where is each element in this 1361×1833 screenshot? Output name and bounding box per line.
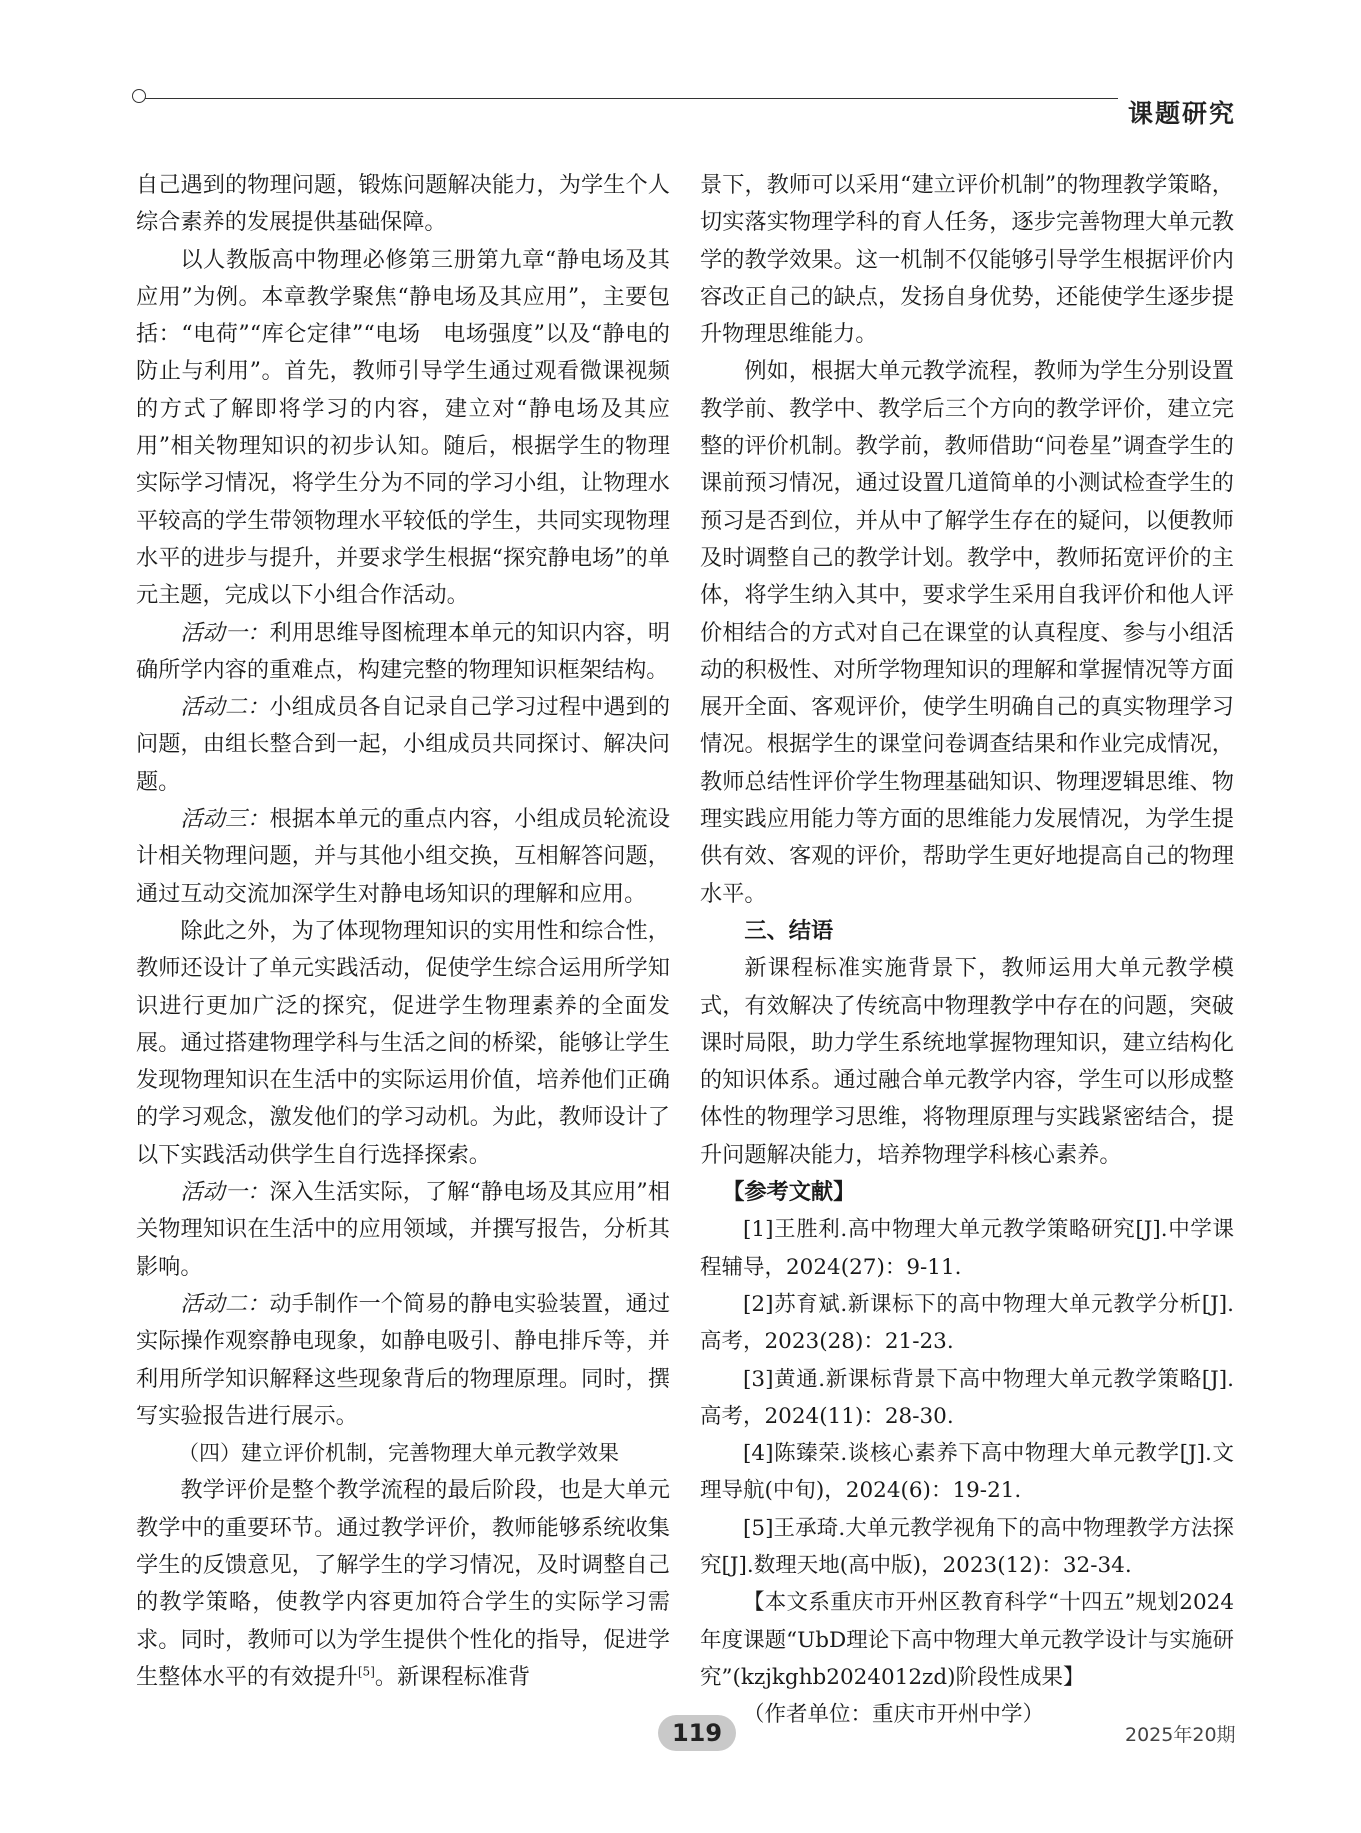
subheading: （四）建立评价机制，完善物理大单元教学效果 — [178, 1441, 619, 1466]
conclusion-heading: 三、结语 — [744, 917, 834, 944]
page-number-badge — [658, 1715, 736, 1751]
activity-lead: 活动一： — [180, 619, 270, 646]
activity-paragraph — [136, 1286, 670, 1435]
activity-lead: 活动三： — [180, 806, 270, 833]
reference-item: [3]黄通.新课标背景下高中物理大单元教学策略[J].高考，2024(11)：28-30. — [700, 1366, 1234, 1429]
paragraph: 自己遇到的物理问题，锻炼问题解决能力，为学生个人综合素养的发展提供基础保障。 — [136, 172, 670, 236]
activity-paragraph — [136, 615, 670, 690]
section-label: 课题研究 — [1128, 99, 1237, 128]
reference-item: [4]陈臻荣.谈核心素养下高中物理大单元教学[J].文理导航(中旬)，2024(6)：19-21. — [700, 1441, 1234, 1504]
reference-item: [5]王承琦.大单元教学视角下的高中物理教学方法探究[J].数理天地(高中版)，2023(12)：32-34. — [700, 1515, 1234, 1578]
references-title: 【参考文献】 — [722, 1179, 856, 1206]
paragraph: 例如，根据大单元教学流程，教师为学生分别设置教学前、教学中、教学后三个方向的教学评价，建立完整的评价机制。教学前，教师借助“问卷星”调查学生的课前预习情况，通过设置几道简单的小测试检查学生的预习是否到位，并从中了解学生存在的疑问，以便教师及时调整自己的教学计划。教学中，教师拓宽评价的主体，将学生纳入其中，要求学生采用自我评价和他人评价相结合的方式对自己在课堂的认真程度、参与小组活动的积极性、对所学物理知识的理解和掌握情况等方面展开全面、客观评价，使学生明确自己的真实物理学习情况。根据学生的课堂问卷调查结果和作业完成情况，教师总结性评价学生物理基础知识、物理逻辑思维、物理实践应用能力等方面的思维能力发展情况，为学生提供有效、客观的评价，帮助学生更好地提高自己的物理水平。 — [700, 358, 1234, 907]
paragraph: 以人教版高中物理必修第三册第九章“静电场及其应用”为例。本章教学聚焦“静电场及其应用”，主要包括：“电荷”“库仑定律”“电场 电场强度”以及“静电的防止与利用”。首先，教师引导学生通过观看微课视频的方式了解即将学习的内容，建立对“静电场及其应用”相关物理知识的初步认知。随后，根据学生的物理实际学习情况，将学生分为不同的学习小组，让物理水平较高的学生带领物理水平较低的学生，共同实现物理水平的进步与提升，并要求学生根据“探究静电场”的单元主题，完成以下小组合作活动。 — [136, 246, 670, 609]
activity-text: 小组成员各自记录自己学习过程中遇到的问题，由组长整合到一起，小组成员共同探讨、解决问题。 — [136, 694, 671, 795]
activity-text: 利用思维导图梳理本单元的知识内容，明确所学内容的重难点，构建完整的物理知识框架结构。 — [136, 619, 671, 683]
activity-text: 根据本单元的重点内容，小组成员轮流设计相关物理问题，并与其他小组交换，互相解答问题，通过互动交流加深学生对静电场知识的理解和应用。 — [136, 806, 671, 907]
activity-text: 深入生活实际，了解“静电场及其应用”相关物理知识在生活中的应用领域，并撰写报告，分析其影响。 — [136, 1179, 671, 1280]
activity-lead: 活动二： — [180, 694, 270, 721]
conclusion-paragraph: 新课程标准实施背景下，教师运用大单元教学模式，有效解决了传统高中物理教学中存在的问题，突破课时局限，助力学生系统地掌握物理知识，建立结构化的知识体系。通过融合单元教学内容，学生可以形成整体性的物理学习思维，将物理原理与实践紧密结合，提升问题解决能力，培养物理学科核心素养。 — [700, 955, 1234, 1168]
page-number: 119 — [671, 1719, 723, 1747]
paragraph-tail: 。新课程标准背 — [374, 1663, 531, 1690]
left-column — [136, 167, 670, 1696]
activity-lead: 活动一： — [180, 1179, 270, 1206]
activity-lead: 活动二： — [180, 1290, 270, 1317]
right-column — [700, 167, 1234, 1733]
paragraph-text: 教学评价是整个教学流程的最后阶段，也是大单元教学中的重要环节。通过教学评价，教师能够系统收集学生的反馈意见，了解学生的学习情况，及时调整自己的教学策略，使教学内容更加符合学生的实际学习需求。同时，教师可以为学生提供个性化的指导，促进学生整体水平的有效提升 — [136, 1477, 670, 1690]
activity-paragraph — [136, 1174, 670, 1286]
paragraph: 景下，教师可以采用“建立评价机制”的物理教学策略，切实落实物理学科的育人任务，逐步完善物理大单元教学的教学效果。这一机制不仅能够引导学生根据评价内容改正自己的缺点，发扬自身优势，还能使学生逐步提升物理思维能力。 — [700, 172, 1234, 348]
citation-superscript: [5] — [357, 1664, 375, 1679]
author-unit: （作者单位：重庆市开州中学） — [743, 1702, 1045, 1728]
issue-label: 2025年20期 — [1125, 1724, 1236, 1746]
header-circle-ornament — [132, 89, 146, 103]
reference-item: [1]王胜利.高中物理大单元教学策略研究[J].中学课程辅导，2024(27)：9-11. — [700, 1217, 1234, 1280]
paragraph — [136, 1472, 670, 1696]
activity-paragraph — [136, 801, 670, 913]
activity-text: 动手制作一个简易的静电实验装置，通过实际操作观察静电现象，如静电吸引、静电排斥等，并利用所学知识解释这些现象背后的物理原理。同时，撰写实验报告进行展示。 — [136, 1290, 671, 1429]
reference-item: [2]苏育斌.新课标下的高中物理大单元教学分析[J].高考，2023(28)：21-23. — [700, 1291, 1234, 1355]
activity-paragraph — [136, 689, 670, 801]
project-note: 【本文系重庆市开州区教育科学“十四五”规划2024年度课题“UbD理论下高中物理大单元教学设计与实施研究”(kzjkghb2024012zd)阶段性成果】 — [700, 1590, 1234, 1690]
paragraph: 除此之外，为了体现物理知识的实用性和综合性，教师还设计了单元实践活动，促使学生综合运用所学知识进行更加广泛的探究，促进学生物理素养的全面发展。通过搭建物理学科与生活之间的桥梁，能够让学生发现物理知识在生活中的实际运用价值，培养他们正确的学习观念，激发他们的学习动机。为此，教师设计了以下实践活动供学生自行选择探索。 — [136, 917, 670, 1168]
header-rule — [136, 98, 1118, 99]
